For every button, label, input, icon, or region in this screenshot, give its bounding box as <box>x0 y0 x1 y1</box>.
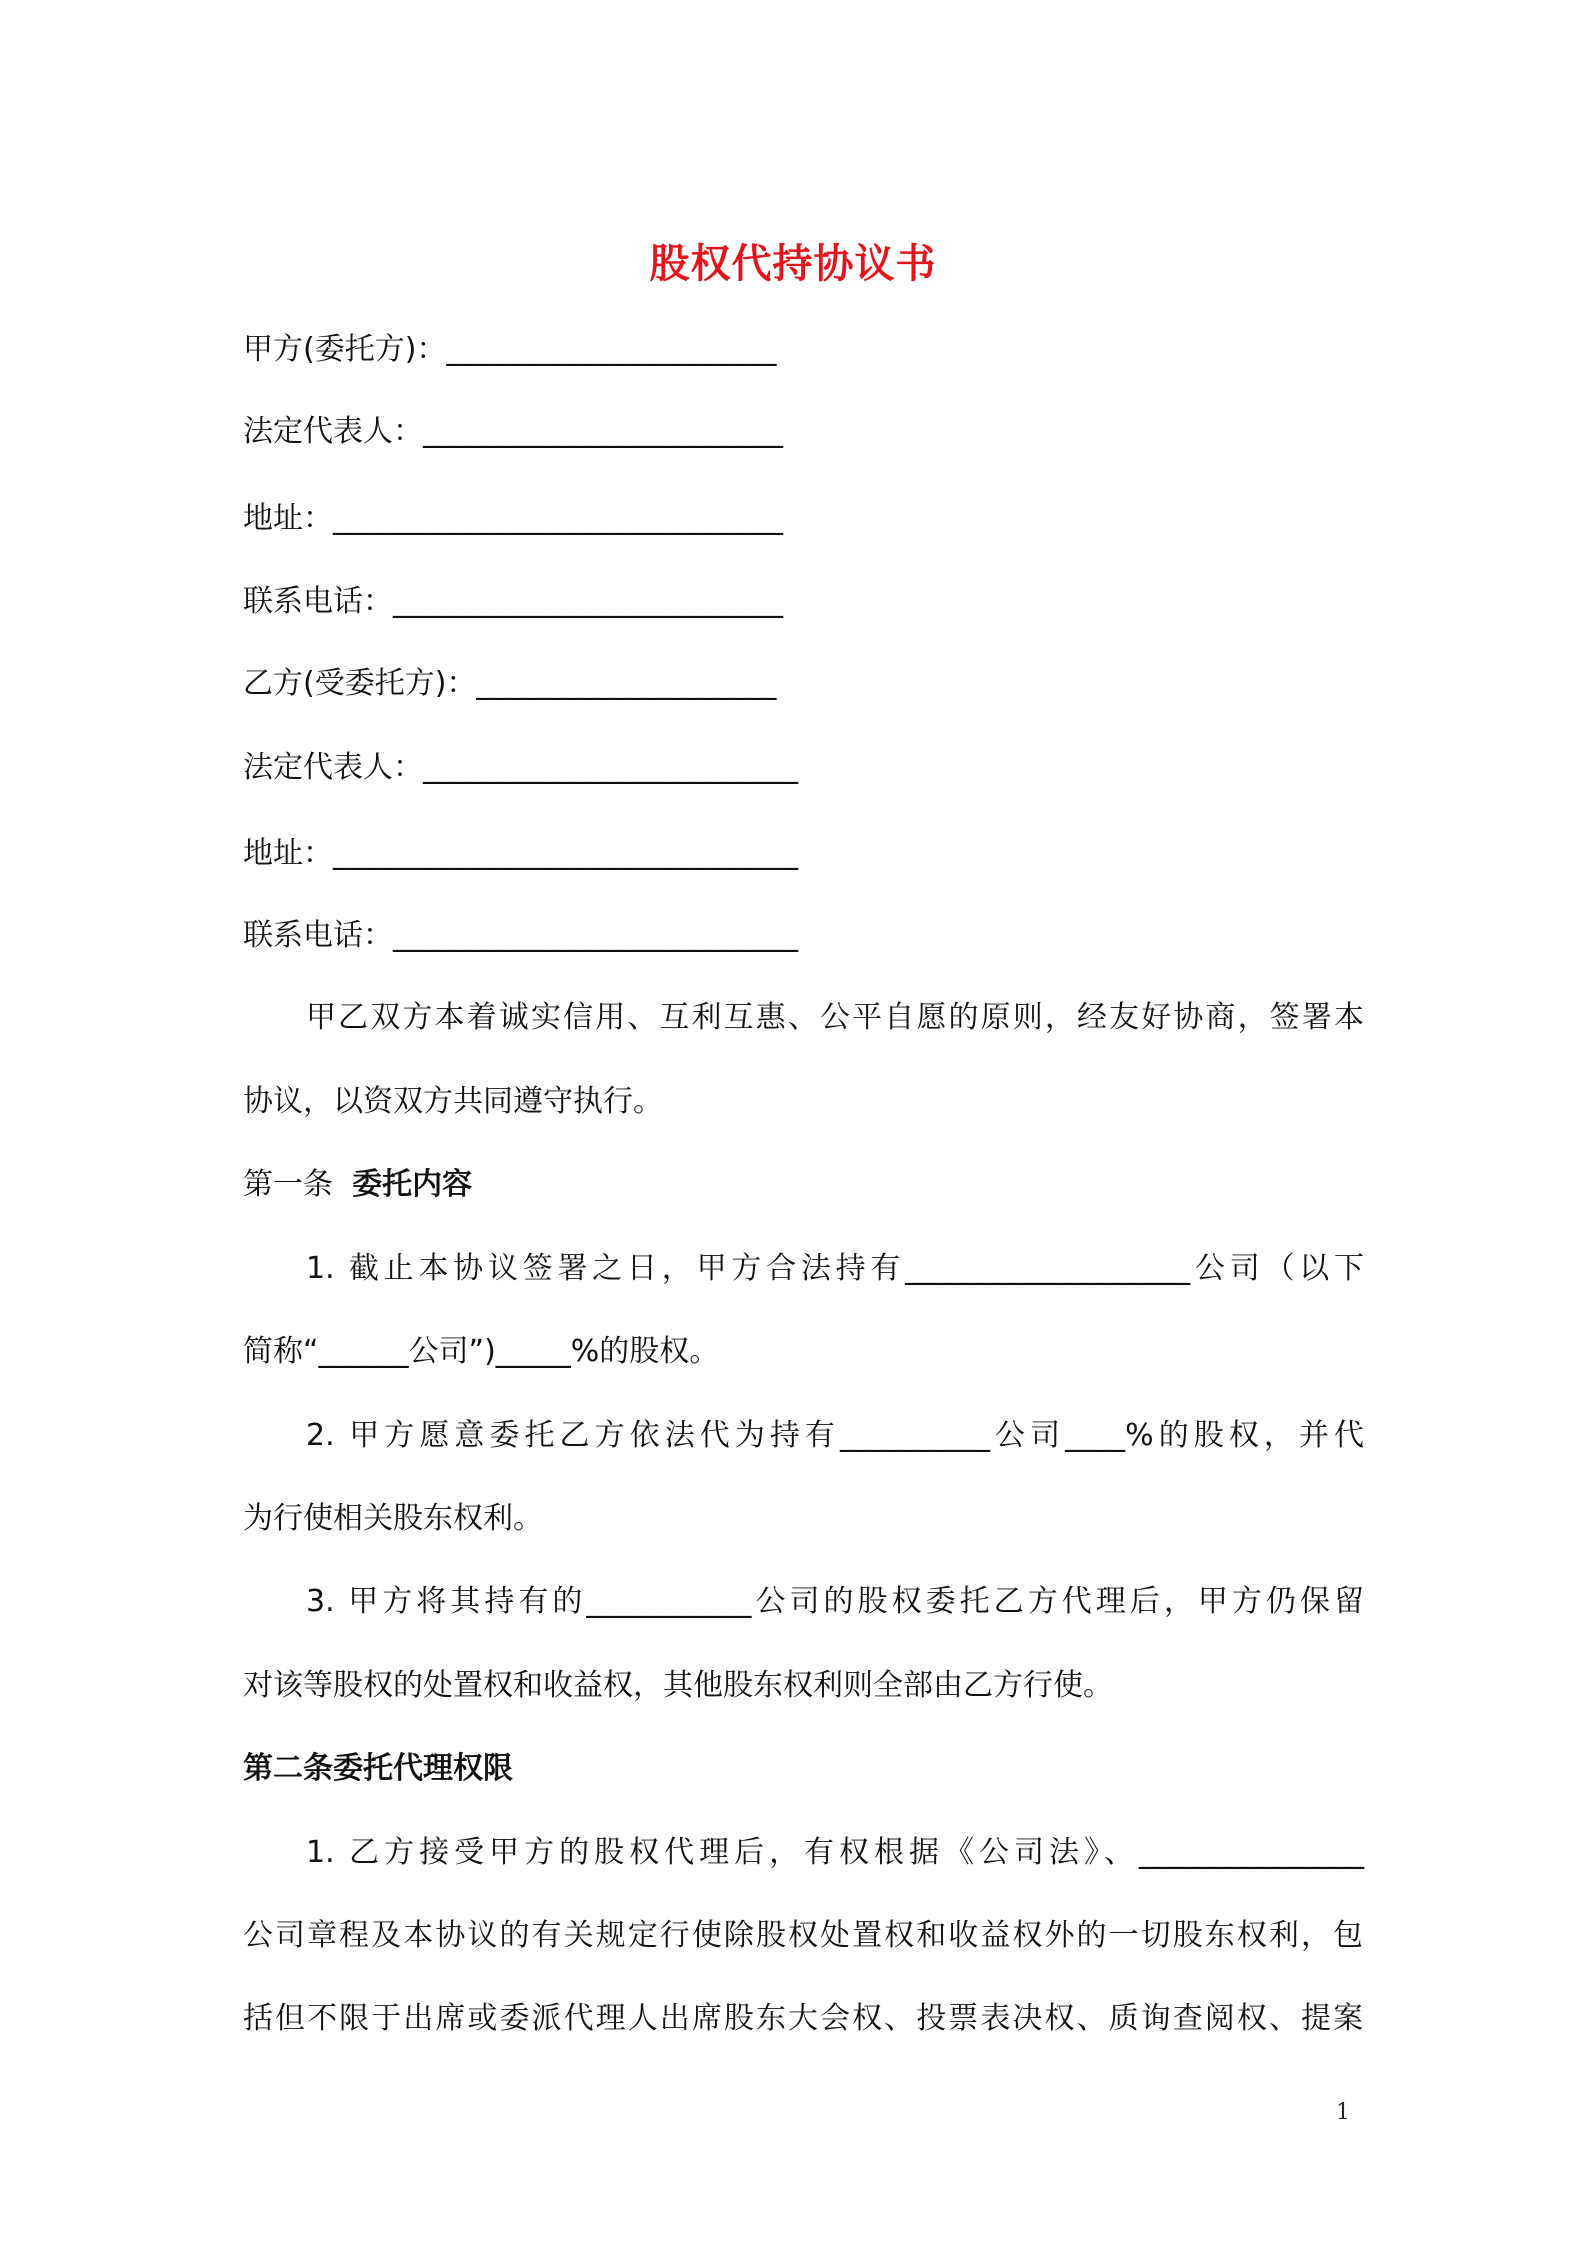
article-1-title: 委托内容 <box>352 1167 473 1202</box>
party-a-name-line: 甲方(委托方)：______________________ <box>243 332 777 367</box>
article-1-clause-2-line-2: 为行使相关股东权利。 <box>243 1501 543 1536</box>
party-b-representative-line: 法定代表人：_________________________ <box>243 750 798 785</box>
party-a-representative-line: 法定代表人：________________________ <box>243 414 783 449</box>
document-title: 股权代持协议书 <box>649 241 937 287</box>
article-1-clause-3-line-2: 对该等股权的处置权和收益权，其他股东权利则全部由乙方行使。 <box>243 1668 1113 1703</box>
article-2-clause-1-line-3: 括但不限于出席或委派代理人出席股东大会权、投票表决权、质询查阅权、提案 <box>243 2001 1363 2036</box>
party-b-name-line: 乙方(受委托方)：____________________ <box>243 666 777 701</box>
article-1-clause-1-line-2: 简称“______公司”)_____%的股权。 <box>243 1334 720 1369</box>
preamble-line-1: 甲乙双方本着诚实信用、互利互惠、公平自愿的原则，经友好协商，签署本 <box>306 1000 1364 1035</box>
article-2-clause-1-line-1: 1. 乙方接受甲方的股权代理后，有权根据《公司法》、_______________ <box>306 1835 1364 1870</box>
preamble-line-2: 协议，以资双方共同遵守执行。 <box>243 1084 663 1119</box>
article-1-clause-2-line-1: 2. 甲方愿意委托乙方依法代为持有__________公司____%的股权，并代 <box>306 1418 1364 1453</box>
party-b-phone-line: 联系电话：___________________________ <box>243 918 798 953</box>
party-a-address-line: 地址：______________________________ <box>243 501 783 536</box>
article-2-clause-1-line-2: 公司章程及本协议的有关规定行使除股权处置权和收益权外的一切股东权利，包 <box>243 1918 1363 1953</box>
article-1-heading <box>243 1163 1363 1207</box>
page-number: 1 <box>1336 2100 1350 2125</box>
article-1-clause-1-line-1: 1. 截止本协议签署之日，甲方合法持有___________________公司（以下 <box>306 1251 1364 1286</box>
article-1-clause-3-line-1: 3. 甲方将其持有的___________公司的股权委托乙方代理后，甲方仍保留 <box>306 1584 1364 1619</box>
party-a-phone-line: 联系电话：__________________________ <box>243 584 783 619</box>
article-2-heading: 第二条委托代理权限 <box>243 1751 513 1786</box>
party-b-address-line: 地址：_______________________________ <box>243 836 798 871</box>
article-1-number: 第一条 <box>243 1167 333 1202</box>
